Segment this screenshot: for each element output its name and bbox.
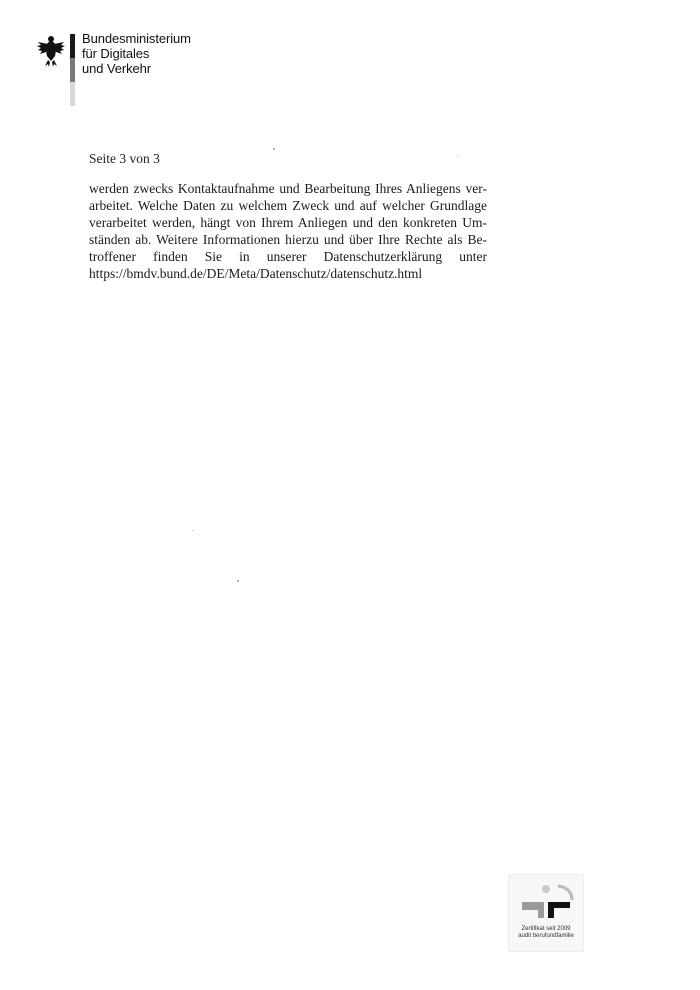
body-line: troffener finden Sie in unserer Datenschutzerklärung unter — [89, 249, 487, 264]
certificate-text: audit berufundfamilie — [518, 933, 574, 939]
ministry-name — [82, 31, 191, 76]
scan-speck — [237, 580, 239, 582]
ministry-name-line: Bundesministerium — [82, 31, 191, 46]
certificate-text: Zertifikat seit 2009 — [521, 926, 571, 932]
federal-eagle-icon — [36, 34, 66, 68]
scan-speck — [457, 155, 458, 156]
body-line: werden zwecks Kontaktaufnahme und Bearbeitung Ihres Anliegens ver- — [89, 181, 487, 196]
scan-speck — [273, 148, 275, 150]
certificate-badge — [508, 874, 584, 952]
body-line: ständen ab. Weitere Informationen hierzu und über Ihre Rechte als Be- — [89, 232, 487, 247]
ministry-name-line: und Verkehr — [82, 61, 152, 76]
body-line: arbeitet. Welche Daten zu welchem Zweck und auf welcher Grundlage — [89, 198, 487, 213]
ministry-name-line: für Digitales — [82, 46, 150, 61]
privacy-url[interactable]: https://bmdv.bund.de/DE/Meta/Datenschutz/datenschutz.html — [89, 266, 423, 281]
scan-speck — [192, 530, 193, 531]
body-paragraph — [89, 180, 487, 282]
federal-flag-bar — [70, 34, 75, 106]
berufundfamilie-logo-icon — [518, 884, 574, 920]
page-number: Seite 3 von 3 — [89, 151, 160, 166]
body-line: verarbeitet werden, hängt von Ihrem Anliegen und den konkreten Um- — [89, 215, 487, 230]
